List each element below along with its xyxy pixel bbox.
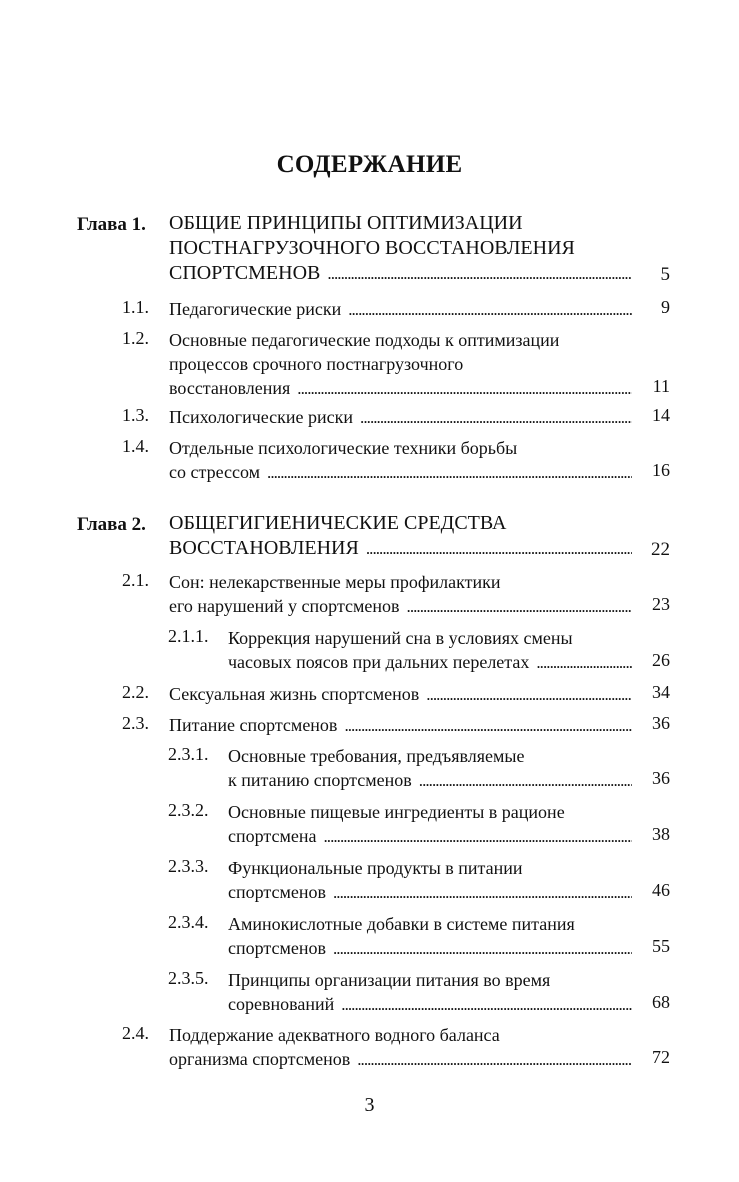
page-ref: 34 — [652, 682, 670, 702]
chapter-title — [169, 511, 632, 561]
section-title — [169, 570, 632, 619]
page-title: СОДЕРЖАНИЕ — [276, 151, 463, 178]
page-ref: 68 — [652, 992, 670, 1012]
section-title-line: организма спортсменов — [169, 1049, 351, 1069]
subsection-title-line: Основные требования, предъявляемые — [228, 746, 525, 766]
chapter-number: Глава 2. — [77, 514, 146, 535]
dot-leader — [333, 880, 632, 905]
section-number: 1.2. — [122, 328, 149, 348]
subsection-title — [228, 912, 632, 961]
page-ref: 46 — [652, 880, 670, 900]
dot-leader — [426, 682, 632, 707]
section-title-line: Педагогические риски — [169, 299, 342, 319]
subsection-title — [228, 856, 632, 905]
section-number: 2.1. — [122, 570, 149, 590]
dot-leader — [344, 713, 632, 738]
subsection-title — [228, 744, 632, 793]
dot-leader — [357, 1047, 632, 1072]
section-title-line: Поддержание адекватного водного баланса — [169, 1025, 500, 1045]
subsection-number: 2.3.2. — [168, 800, 209, 820]
section-title-line: его нарушений у спортсменов — [169, 596, 400, 616]
dot-leader — [327, 261, 632, 286]
chapter-number: Глава 1. — [77, 214, 146, 235]
page-ref: 16 — [652, 460, 670, 480]
subsection-title-line: Аминокислотные добавки в системе питания — [228, 914, 575, 934]
page-ref: 36 — [652, 713, 670, 733]
section-title — [169, 328, 632, 401]
section-title — [169, 436, 632, 485]
subsection-title — [228, 626, 632, 675]
subsection-number: 2.1.1. — [168, 626, 209, 646]
section-number: 1.3. — [122, 405, 149, 425]
subsection-title-line: Коррекция нарушений сна в условиях смены — [228, 628, 573, 648]
subsection-title-line: спортсменов — [228, 882, 326, 902]
section-title-line: восстановления — [169, 378, 291, 398]
section-title — [169, 682, 632, 707]
section-number: 2.3. — [122, 713, 149, 733]
subsection-title — [228, 968, 632, 1017]
dot-leader — [297, 376, 632, 401]
page-ref: 11 — [652, 376, 670, 396]
chapter-title-line: ОБЩИЕ ПРИНЦИПЫ ОПТИМИЗАЦИИ — [169, 212, 523, 234]
subsection-number: 2.3.3. — [168, 856, 209, 876]
section-title-line: Сон: нелекарственные меры профилактики — [169, 572, 501, 592]
section-title — [169, 713, 632, 738]
page-ref: 26 — [652, 650, 670, 670]
section-number: 2.4. — [122, 1023, 149, 1043]
chapter-title — [169, 211, 632, 286]
dot-leader — [348, 297, 632, 322]
subsection-title-line: Основные пищевые ингредиенты в рационе — [228, 802, 565, 822]
dot-leader — [366, 536, 632, 561]
chapter-title-line: ОБЩЕГИГИЕНИЧЕСКИЕ СРЕДСТВА — [169, 512, 507, 534]
page-ref: 9 — [661, 297, 670, 317]
page-ref: 36 — [652, 768, 670, 788]
subsection-title-line: Принципы организации питания во время — [228, 970, 551, 990]
section-number: 2.2. — [122, 682, 149, 702]
page-ref: 72 — [652, 1047, 670, 1067]
dot-leader — [360, 405, 632, 430]
section-title — [169, 297, 632, 322]
subsection-title-line: Функциональные продукты в питании — [228, 858, 523, 878]
dot-leader — [536, 650, 632, 675]
section-title-line: Отдельные психологические техники борьбы — [169, 438, 518, 458]
subsection-title-line: спортсмена — [228, 826, 317, 846]
subsection-title-line: спортсменов — [228, 938, 326, 958]
subsection-number: 2.3.5. — [168, 968, 209, 988]
section-title — [169, 1023, 632, 1072]
page-ref: 38 — [652, 824, 670, 844]
section-title-line: Питание спортсменов — [169, 715, 338, 735]
section-number: 1.1. — [122, 297, 149, 317]
subsection-title-line: часовых поясов при дальних перелетах — [228, 652, 530, 672]
subsection-title — [228, 800, 632, 849]
subsection-title-line: к питанию спортсменов — [228, 770, 412, 790]
chapter-title-line: ВОССТАНОВЛЕНИЯ — [169, 537, 359, 559]
section-title-line: со стрессом — [169, 462, 261, 482]
dot-leader — [419, 768, 632, 793]
page-number: 3 — [364, 1094, 375, 1116]
chapter-title-line: ПОСТНАГРУЗОЧНОГО ВОССТАНОВЛЕНИЯ — [169, 237, 575, 259]
subsection-number: 2.3.1. — [168, 744, 209, 764]
dot-leader — [407, 594, 632, 619]
chapter-title-line: СПОРТСМЕНОВ — [169, 262, 321, 284]
page-ref: 55 — [652, 936, 670, 956]
section-number: 1.4. — [122, 436, 149, 456]
dot-leader — [333, 936, 632, 961]
page-ref: 23 — [652, 594, 670, 614]
section-title-line: Основные педагогические подходы к оптимизации — [169, 330, 560, 350]
dot-leader — [267, 460, 632, 485]
section-title-line: процессов срочного постнагрузочного — [169, 354, 464, 374]
section-title-line: Сексуальная жизнь спортсменов — [169, 684, 420, 704]
page-ref: 22 — [651, 539, 670, 560]
subsection-number: 2.3.4. — [168, 912, 209, 932]
dot-leader — [323, 824, 632, 849]
subsection-title-line: соревнований — [228, 994, 335, 1014]
page-ref: 5 — [660, 264, 670, 285]
dot-leader — [341, 992, 632, 1017]
section-title — [169, 405, 632, 430]
page-ref: 14 — [652, 405, 670, 425]
section-title-line: Психологические риски — [169, 407, 354, 427]
